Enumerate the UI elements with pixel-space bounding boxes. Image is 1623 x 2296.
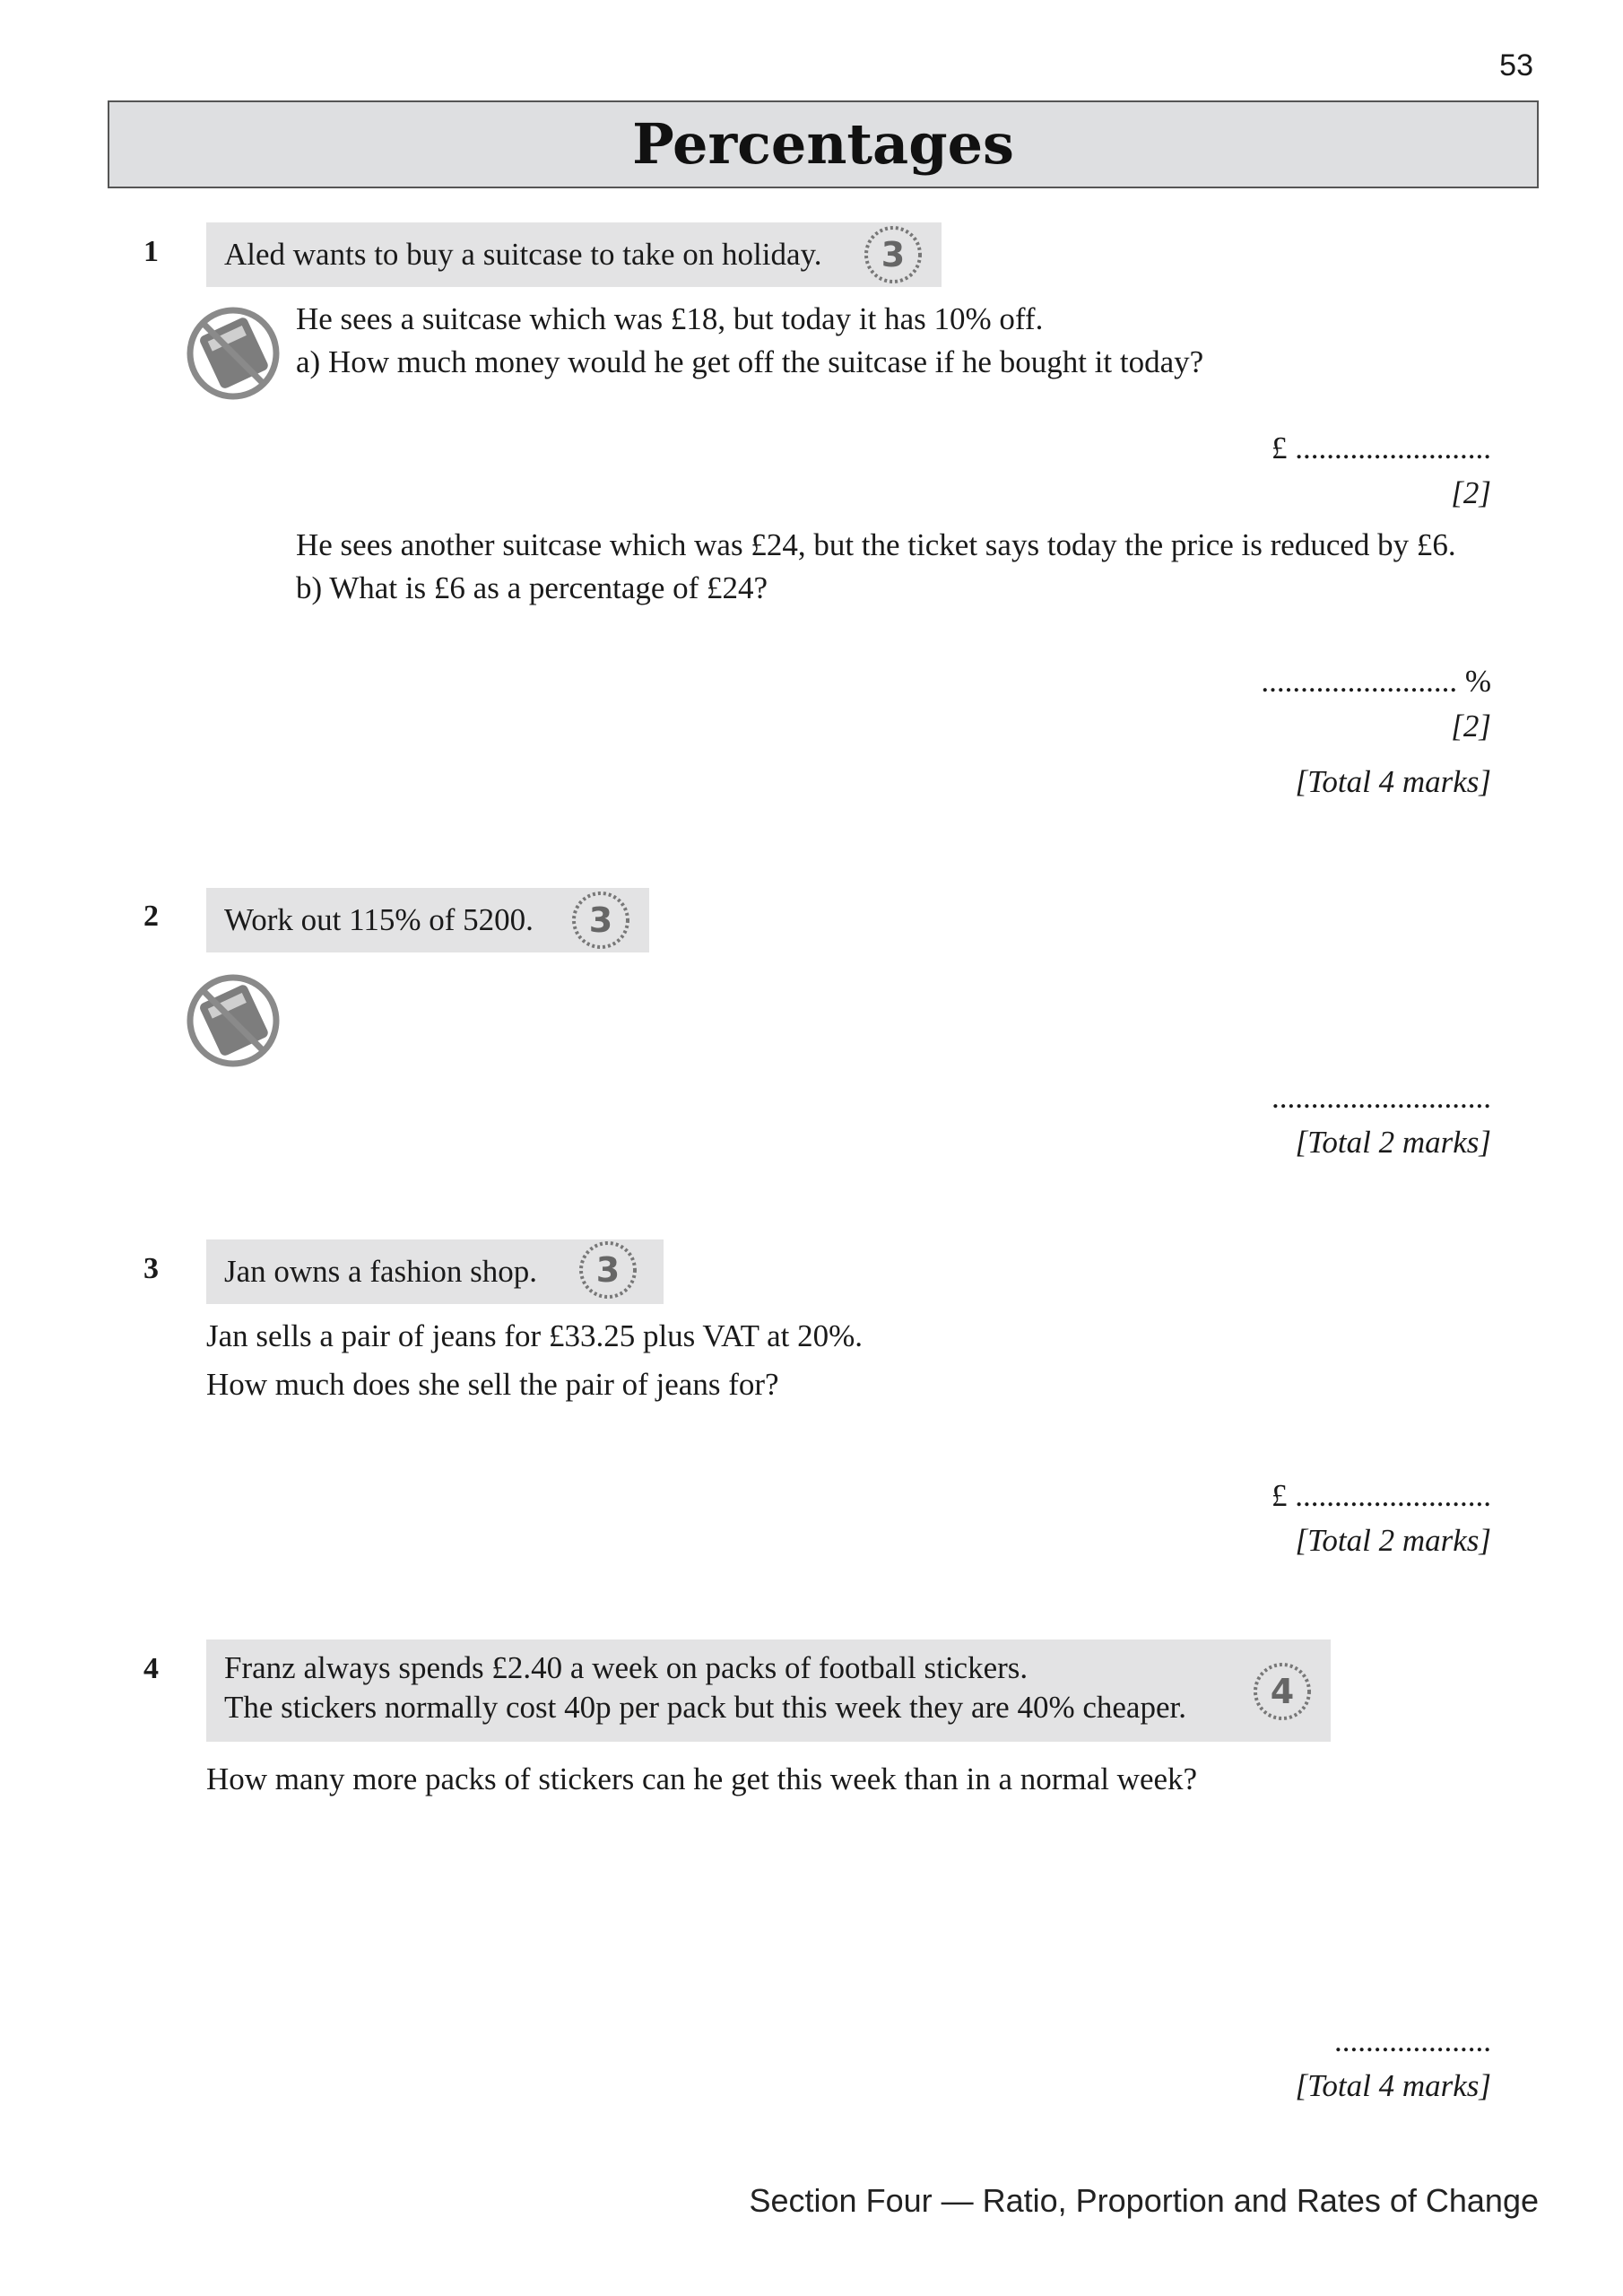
question-4-line-1: How many more packs of stickers can he get this week than in a normal week? (206, 1761, 1198, 1796)
grade-4-badge-icon (1243, 1652, 1322, 1731)
page-number: 53 (1499, 48, 1533, 83)
question-2-intro: Work out 115% of 5200. (224, 902, 534, 937)
section-footer: Section Four — Ratio, Proportion and Rates of Change (749, 2182, 1539, 2219)
grade-badge-graphic (854, 215, 933, 294)
question-1b-marks: [2] (1451, 709, 1491, 744)
question-2-total-marks: [Total 2 marks] (1295, 1125, 1491, 1160)
grade-badge-graphic (561, 881, 640, 960)
page-title: Percentages (632, 111, 1014, 177)
question-4-number: 4 (143, 1652, 159, 1685)
question-1-part-a: a) How much money would he get off the suitcase if he bought it today? (296, 344, 1204, 379)
question-1-intro-box (206, 222, 942, 287)
grade-number: 3 (588, 900, 613, 940)
grade-3-badge-icon (568, 1231, 647, 1309)
question-1-total-marks: [Total 4 marks] (1295, 764, 1491, 799)
grade-number: 4 (1270, 1672, 1295, 1711)
question-3-intro: Jan owns a fashion shop. (224, 1254, 537, 1289)
grade-3-badge-icon (561, 881, 640, 960)
grade-3-badge-icon (854, 215, 933, 294)
grade-badge-graphic (1243, 1652, 1322, 1731)
question-1-line-1: He sees a suitcase which was £18, but today it has 10% off. (296, 301, 1044, 336)
grade-number: 3 (595, 1250, 621, 1290)
question-3-answer-line[interactable]: £ ......................... (1271, 1478, 1491, 1513)
question-2-number: 2 (143, 900, 159, 933)
question-4-intro-line-2: The stickers normally cost 40p per pack but this week they are 40% cheaper. (224, 1690, 1186, 1725)
no-calculator-icon (185, 972, 282, 1069)
question-1-part-b: b) What is £6 as a percentage of £24? (296, 570, 768, 605)
no-calculator-icon (185, 305, 282, 402)
question-4-total-marks: [Total 4 marks] (1295, 2068, 1491, 2103)
question-4-answer-line[interactable]: .................... (1334, 2023, 1491, 2058)
question-1-intro: Aled wants to buy a suitcase to take on holiday. (224, 237, 822, 272)
question-1-number: 1 (143, 235, 159, 268)
question-4-intro-line-1: Franz always spends £2.40 a week on packs of football stickers. (224, 1650, 1028, 1685)
grade-number: 3 (881, 235, 906, 274)
question-1-line-3: He sees another suitcase which was £24, but the ticket says today the price is reduced by £6. (296, 527, 1456, 562)
question-1b-answer-line[interactable]: ......................... % (1261, 664, 1491, 699)
question-3-number: 3 (143, 1252, 159, 1285)
question-1a-answer-line[interactable]: £ ......................... (1271, 430, 1491, 465)
question-3-line-1: Jan sells a pair of jeans for £33.25 plus VAT at 20%. (206, 1318, 863, 1353)
question-1a-marks: [2] (1451, 475, 1491, 510)
question-2-answer-line[interactable]: ............................ (1271, 1080, 1491, 1115)
grade-badge-graphic (568, 1231, 647, 1309)
question-4-intro-box (206, 1639, 1331, 1742)
question-3-line-2: How much does she sell the pair of jeans for? (206, 1367, 779, 1402)
question-3-total-marks: [Total 2 marks] (1295, 1523, 1491, 1558)
page-title-bar (108, 100, 1539, 188)
